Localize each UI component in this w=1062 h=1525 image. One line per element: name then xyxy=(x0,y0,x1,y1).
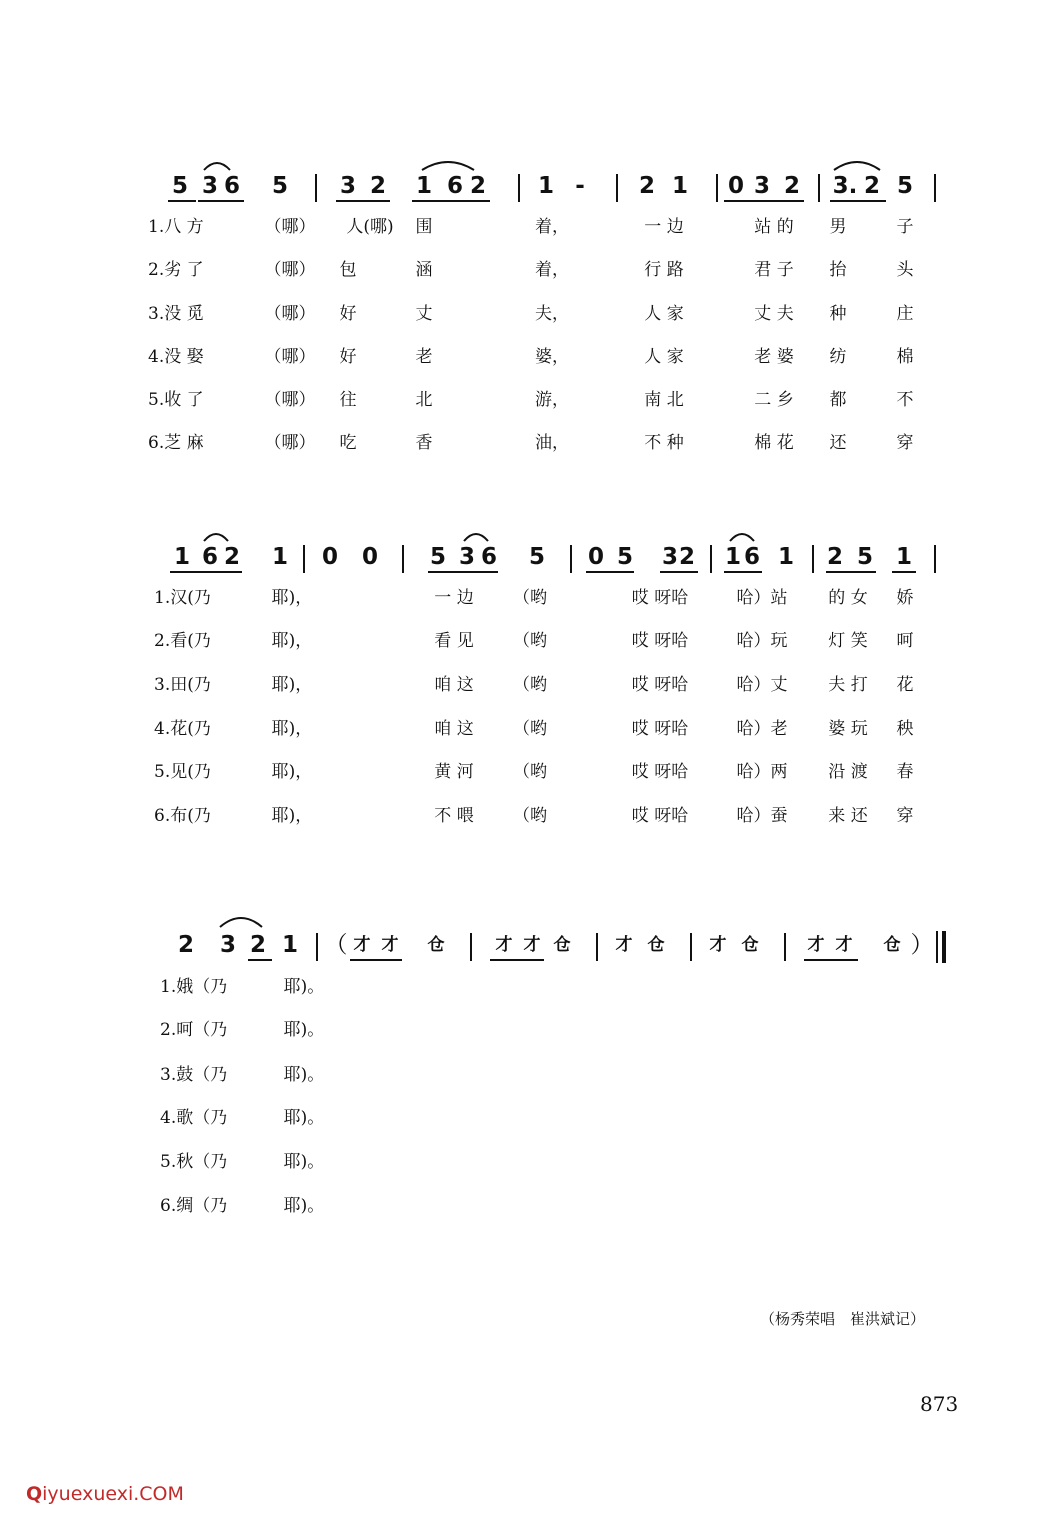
percussion-mark: 仓 xyxy=(883,935,901,955)
note: 5 xyxy=(616,544,633,570)
bar-line xyxy=(934,545,936,573)
notation-line-1 xyxy=(0,172,1062,222)
lyric: 哈）蚕 xyxy=(736,806,788,826)
note: 2 xyxy=(177,932,194,958)
note: 5 xyxy=(271,173,288,199)
lyric: 哎 呀哈 xyxy=(631,588,689,608)
percussion-mark: 仓 xyxy=(741,935,759,955)
slur-mark xyxy=(202,158,232,172)
beam-underline xyxy=(248,959,272,961)
lyric: 着， xyxy=(535,217,569,237)
lyric: 人 家 xyxy=(644,347,684,367)
credit-line: （杨秀荣唱 崔洪斌记） xyxy=(760,1310,926,1328)
lyric: 耶)。 xyxy=(283,1065,325,1085)
lyric: （哟 xyxy=(513,675,547,695)
lyric: （哪） xyxy=(264,304,316,324)
note: 5 xyxy=(528,544,545,570)
lyric: 4.没 娶 xyxy=(148,347,204,367)
bar-line xyxy=(596,933,598,961)
slur-mark xyxy=(202,529,230,543)
bar-line xyxy=(812,545,814,573)
lyric: 看 见 xyxy=(434,631,474,651)
lyric: 哈）老 xyxy=(736,719,788,739)
lyric: （哟 xyxy=(513,719,547,739)
lyric: 丈 夫 xyxy=(754,304,794,324)
note: 2 xyxy=(223,544,240,570)
lyric: 2.劣 了 xyxy=(148,260,204,280)
lyric: 5.秋（乃 xyxy=(160,1152,228,1172)
bar-line xyxy=(570,545,572,573)
percussion-mark: 才 xyxy=(381,935,399,955)
note: - xyxy=(575,173,585,199)
note: 1 xyxy=(271,544,288,570)
lyric: 油， xyxy=(535,433,569,453)
beam-underline xyxy=(724,571,762,573)
percussion-mark: 才 xyxy=(835,935,853,955)
lyric: 娇 xyxy=(896,588,914,608)
note: 2 xyxy=(469,173,486,199)
beam-underline xyxy=(198,200,244,202)
lyric: 耶)。 xyxy=(283,1108,325,1128)
note: 1 xyxy=(415,173,432,199)
notation-line-2 xyxy=(0,543,1062,593)
lyric: 6.绸（乃 xyxy=(160,1196,228,1216)
lyric: 6.芝 麻 xyxy=(148,433,204,453)
note: 2 xyxy=(863,173,880,199)
bar-line xyxy=(470,933,472,961)
lyric: 6.布(乃 xyxy=(154,806,211,826)
page-number: 873 xyxy=(920,1392,959,1416)
lyric: 还 xyxy=(829,433,847,453)
bar-line xyxy=(690,933,692,961)
lyric: 花 xyxy=(896,675,914,695)
lyric: 不 xyxy=(896,390,914,410)
note: 6 xyxy=(743,544,760,570)
beam-underline xyxy=(892,571,916,573)
beam-underline xyxy=(660,571,698,573)
note: 1 xyxy=(671,173,688,199)
note: 2 xyxy=(638,173,655,199)
lyric: 耶)， xyxy=(271,675,313,695)
lyric: 围 xyxy=(415,217,433,237)
lyric: 耶)。 xyxy=(283,1020,325,1040)
lyric: 抬 xyxy=(829,260,847,280)
bar-line xyxy=(402,545,404,573)
lyric: 的 女 xyxy=(828,588,868,608)
slur-mark xyxy=(462,529,490,543)
lyric: 头 xyxy=(896,260,914,280)
percussion-mark: 才 xyxy=(807,935,825,955)
note: 3 xyxy=(753,173,770,199)
lyric: 庄 xyxy=(896,304,914,324)
lyric: （哪） xyxy=(264,433,316,453)
lyric: 行 路 xyxy=(644,260,684,280)
lyric: 穿 xyxy=(896,806,914,826)
lyric: 哈）站 xyxy=(736,588,788,608)
note: 2 xyxy=(826,544,843,570)
note: 3 xyxy=(219,932,236,958)
note: 1 xyxy=(895,544,912,570)
note: 0 xyxy=(727,173,744,199)
note: 6 xyxy=(480,544,497,570)
lyric: 耶)， xyxy=(271,588,313,608)
note: 2 xyxy=(783,173,800,199)
note: 0 xyxy=(321,544,338,570)
lyric: 着， xyxy=(535,260,569,280)
bar-line xyxy=(784,933,786,961)
lyric: 4.歌（乃 xyxy=(160,1108,228,1128)
lyric: 人(哪) xyxy=(346,217,394,237)
lyric: 沿 渡 xyxy=(828,762,868,782)
lyric: 耶)。 xyxy=(283,1196,325,1216)
lyric: 4.花(乃 xyxy=(154,719,211,739)
lyric: 2.呵（乃 xyxy=(160,1020,228,1040)
lyric: 耶)， xyxy=(271,719,313,739)
note: 2 xyxy=(678,544,695,570)
percussion-mark: 才 xyxy=(523,935,541,955)
lyric: 耶)， xyxy=(271,762,313,782)
notation-line-3 xyxy=(0,931,1062,981)
bar-line xyxy=(710,545,712,573)
beam-underline xyxy=(170,571,242,573)
lyric: 二 乡 xyxy=(754,390,794,410)
site-watermark xyxy=(26,1483,184,1505)
lyric: 包 xyxy=(339,260,357,280)
note: 0 xyxy=(361,544,378,570)
watermark-mark: Q xyxy=(26,1483,43,1505)
note: 1 xyxy=(777,544,794,570)
note: 1 xyxy=(281,932,298,958)
lyric: 老 xyxy=(415,347,433,367)
lyric: 棉 花 xyxy=(754,433,794,453)
lyric: 老 婆 xyxy=(754,347,794,367)
lyric: 咱 这 xyxy=(434,675,474,695)
lyric: 一 边 xyxy=(434,588,474,608)
lyric: 来 还 xyxy=(828,806,868,826)
beam-underline xyxy=(490,959,544,961)
lyric: （哪） xyxy=(264,260,316,280)
lyric: 哎 呀哈 xyxy=(631,806,689,826)
lyric: 哈）玩 xyxy=(736,631,788,651)
lyric: 好 xyxy=(339,304,357,324)
percussion-mark: （ xyxy=(324,932,348,958)
lyric: 南 北 xyxy=(644,390,684,410)
bar-line xyxy=(818,174,820,202)
note: 6 xyxy=(446,173,463,199)
slur-mark xyxy=(420,158,476,172)
lyric: （哟 xyxy=(513,806,547,826)
lyric: 子 xyxy=(896,217,914,237)
lyric: 婆， xyxy=(535,347,569,367)
lyric: （哟 xyxy=(513,588,547,608)
final-bar-line xyxy=(942,931,946,963)
bar-line xyxy=(716,174,718,202)
slur-mark xyxy=(218,913,264,929)
lyric: 哈）丈 xyxy=(736,675,788,695)
note: 1 xyxy=(173,544,190,570)
lyric: 都 xyxy=(829,390,847,410)
lyric: 黄 河 xyxy=(434,762,474,782)
slur-mark xyxy=(832,158,882,172)
percussion-mark: 仓 xyxy=(553,935,571,955)
final-bar-line xyxy=(936,931,938,963)
lyric: （哪） xyxy=(264,217,316,237)
lyric: 北 xyxy=(415,390,433,410)
note: 2 xyxy=(249,932,266,958)
percussion-mark: 仓 xyxy=(427,935,445,955)
beam-underline xyxy=(412,200,490,202)
lyric: 哎 呀哈 xyxy=(631,719,689,739)
beam-underline xyxy=(830,200,886,202)
note: 1 xyxy=(537,173,554,199)
note: 3 xyxy=(339,173,356,199)
lyric: （哪） xyxy=(264,347,316,367)
note: 3 xyxy=(458,544,475,570)
note: 6 xyxy=(223,173,240,199)
note: 5 xyxy=(896,173,913,199)
note: 5 xyxy=(429,544,446,570)
lyric: 纺 xyxy=(829,347,847,367)
lyric: 1.八 方 xyxy=(148,217,204,237)
lyric: 夫， xyxy=(535,304,569,324)
beam-underline xyxy=(586,571,634,573)
beam-underline xyxy=(350,959,402,961)
bar-line xyxy=(616,174,618,202)
lyric: 呵 xyxy=(896,631,914,651)
bar-line xyxy=(303,545,305,573)
percussion-mark: 才 xyxy=(709,935,727,955)
percussion-mark: 才 xyxy=(495,935,513,955)
lyric: 3.鼓（乃 xyxy=(160,1065,228,1085)
lyric: 涵 xyxy=(415,260,433,280)
lyric: 2.看(乃 xyxy=(154,631,211,651)
beam-underline xyxy=(336,200,390,202)
lyric: 人 家 xyxy=(644,304,684,324)
lyric: 好 xyxy=(339,347,357,367)
note: 3 xyxy=(661,544,678,570)
lyric: 灯 笑 xyxy=(828,631,868,651)
lyric: 丈 xyxy=(415,304,433,324)
beam-underline xyxy=(804,959,858,961)
lyric: 1.娥（乃 xyxy=(160,977,228,997)
lyric: 3.田(乃 xyxy=(154,675,211,695)
lyric: 耶)。 xyxy=(283,977,325,997)
percussion-mark: 才 xyxy=(615,935,633,955)
lyric: 棉 xyxy=(896,347,914,367)
lyric: 春 xyxy=(896,762,914,782)
lyric: 哎 呀哈 xyxy=(631,631,689,651)
lyric: 耶)。 xyxy=(283,1152,325,1172)
lyric: （哟 xyxy=(513,631,547,651)
note: 1 xyxy=(724,544,741,570)
lyric: 游， xyxy=(535,390,569,410)
watermark-text: iyuexuexi.COM xyxy=(42,1483,184,1505)
lyric: 男 xyxy=(829,217,847,237)
beam-underline xyxy=(168,200,196,202)
lyric: 一 边 xyxy=(644,217,684,237)
lyric: 3.没 觅 xyxy=(148,304,204,324)
lyric: 婆 玩 xyxy=(828,719,868,739)
note: 3 xyxy=(201,173,218,199)
lyric: 吃 xyxy=(339,433,357,453)
lyric: 种 xyxy=(829,304,847,324)
lyric: 香 xyxy=(415,433,433,453)
beam-underline xyxy=(724,200,804,202)
lyric: （哟 xyxy=(513,762,547,782)
lyric: 不 喂 xyxy=(434,806,474,826)
beam-underline xyxy=(826,571,876,573)
percussion-mark: 才 xyxy=(353,935,371,955)
lyric: 夫 打 xyxy=(828,675,868,695)
lyric: 5.见(乃 xyxy=(154,762,211,782)
lyric: 哎 呀哈 xyxy=(631,762,689,782)
note: 5 xyxy=(856,544,873,570)
note: 3. xyxy=(832,173,858,199)
lyric: 不 种 xyxy=(644,433,684,453)
lyric: 哈）两 xyxy=(736,762,788,782)
note: 5 xyxy=(171,173,188,199)
bar-line xyxy=(518,174,520,202)
note: 2 xyxy=(369,173,386,199)
lyric: 哎 呀哈 xyxy=(631,675,689,695)
lyric: 咱 这 xyxy=(434,719,474,739)
bar-line xyxy=(934,174,936,202)
bar-line xyxy=(316,933,318,961)
lyric: 穿 xyxy=(896,433,914,453)
lyric: （哪） xyxy=(264,390,316,410)
lyric: 往 xyxy=(339,390,357,410)
lyric: 5.收 了 xyxy=(148,390,204,410)
note: 6 xyxy=(201,544,218,570)
percussion-mark: ） xyxy=(910,932,934,958)
lyric: 站 的 xyxy=(754,217,794,237)
lyric: 1.汉(乃 xyxy=(154,588,211,608)
lyric: 秧 xyxy=(896,719,914,739)
beam-underline xyxy=(428,571,498,573)
slur-mark xyxy=(728,529,756,543)
lyric: 耶)， xyxy=(271,806,313,826)
percussion-mark: 仓 xyxy=(647,935,665,955)
note: 0 xyxy=(587,544,604,570)
lyric: 君 子 xyxy=(754,260,794,280)
lyric: 耶)， xyxy=(271,631,313,651)
bar-line xyxy=(315,174,317,202)
